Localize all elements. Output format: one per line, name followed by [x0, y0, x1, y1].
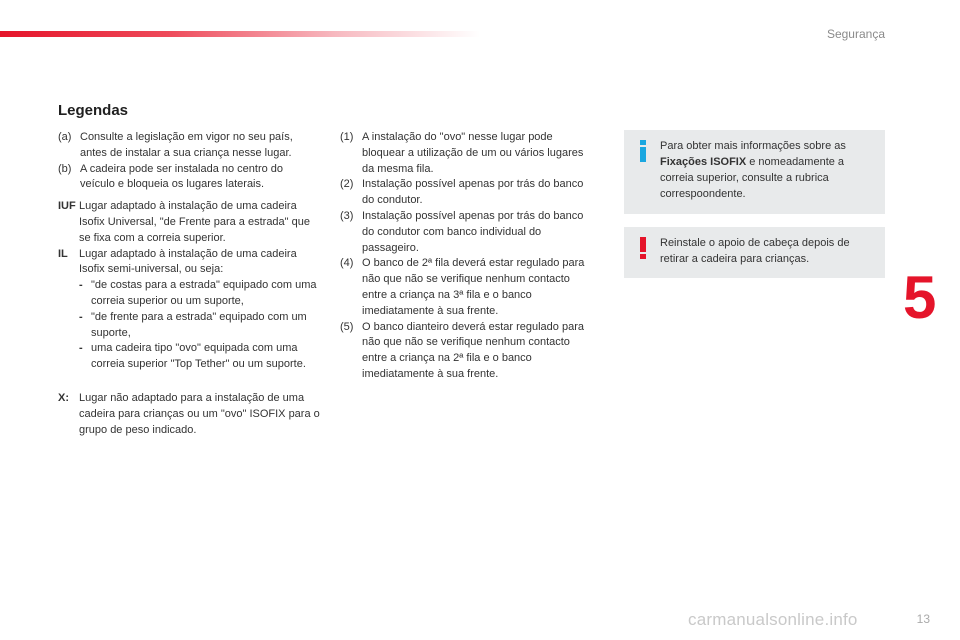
legend-il-body [79, 247, 320, 373]
note-text: O banco dianteiro deverá estar regulado para não que não se verifique nenhum contacto entre a criança na 2ª fila e o banco imediatamente à sua frente. [362, 320, 584, 380]
list-item: - "de frente para a estrada" equipado com um suporte, [79, 310, 307, 339]
note-marker: (3) [340, 209, 354, 222]
info-box [624, 130, 885, 214]
left-column [58, 130, 320, 438]
note-2 [340, 177, 590, 209]
warning-text: Reinstale o apoio de cabeça depois de retirar a cadeira para crianças. [660, 237, 850, 265]
list-item: - uma cadeira tipo "ovo" equipada com uma correia superior "Top Tether" ou um suporte. [79, 342, 306, 371]
warning-icon [636, 237, 650, 259]
note-1 [340, 130, 590, 177]
note-text: O banco de 2ª fila deverá estar regulado para não que não se verifique nenhum contacto entre a criança na 3ª fila e o banco imediatamente à sua frente. [362, 257, 585, 317]
note-text: A instalação do "ovo" nesse lugar pode bloquear a utilização de um ou vários lugares da mesma fila. [362, 131, 584, 175]
note-text: Instalação possível apenas por trás do banco do condutor com banco individual do passageiro. [362, 209, 584, 254]
note-marker: (b) [58, 162, 72, 175]
middle-column [340, 130, 590, 383]
watermark: carmanualsonline.info [688, 610, 858, 629]
info-text-end: e nomeadamente a correia superior, consulte a rubrica correspoondente. [660, 156, 845, 200]
legend-iuf [58, 199, 320, 246]
header-accent-bar [0, 31, 480, 37]
note-marker: (5) [340, 320, 354, 333]
page-title: Legendas [58, 102, 129, 119]
note-marker: (a) [58, 131, 72, 143]
note-text: A cadeira pode ser instalada no centro do veículo e bloqueia os lugares laterais. [80, 162, 284, 191]
legend-x [58, 391, 320, 438]
note-5 [340, 320, 590, 383]
note-b [58, 162, 320, 194]
warning-box [624, 227, 885, 278]
chapter-number: 5 [903, 264, 937, 331]
legend-il [58, 247, 320, 373]
legend-text: Lugar adaptado à instalação de uma cadeira Isofix semi-universal, ou seja: [79, 247, 297, 276]
legend-text: Lugar adaptado à instalação de uma cadeira Isofix Universal, "de Frente para a estrada" que se fixa com a correia superior. [79, 200, 310, 244]
note-4 [340, 256, 590, 319]
info-icon [636, 140, 650, 162]
section-title: Segurança [826, 27, 885, 41]
note-text: Consulte a legislação em vigor no seu país, antes de instalar a sua criança nesse lugar. [80, 131, 293, 159]
note-3 [340, 209, 590, 256]
note-text: Instalação possível apenas por trás do banco do condutor. [362, 178, 584, 207]
legend-text: Lugar não adaptado para a instalação de uma cadeira para crianças ou um "ovo" ISOFIX para o grupo de peso indicado. [79, 391, 320, 436]
legend-code: IL [58, 247, 68, 260]
legend-code: X: [58, 391, 69, 404]
note-marker: (2) [340, 178, 354, 191]
note-marker: (4) [340, 257, 354, 270]
info-bold-text: Fixações ISOFIX [660, 156, 747, 168]
page-number: 13 [916, 612, 930, 626]
info-text: Para obter mais informações sobre as [660, 140, 846, 152]
note-a [58, 130, 320, 162]
legend-code: IUF [58, 200, 76, 213]
list-item: - "de costas para a estrada" equipado com uma correia superior ou um suporte, [79, 279, 317, 307]
note-marker: (1) [340, 131, 354, 143]
